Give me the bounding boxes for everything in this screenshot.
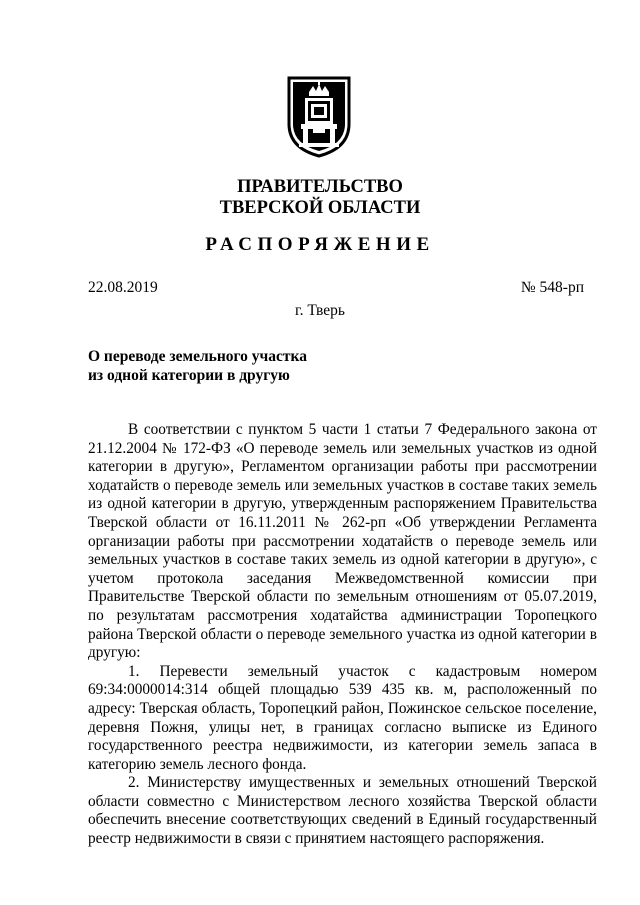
intro-paragraph: В соответствии с пунктом 5 части 1 статьи 7 Федерального закона от 21.12.2004 № 172-ФЗ «О переводе земель или земельных участков из одной категории в другую», Регламентом организации работы при рассмотрении ходатайств о переводе земель или земельных участков в составе таких земель из одной категории в другую, утвержденным распоряжением Правительства Тверской области от 16.11.2011 № 262-рп «Об утверждении Регламента организации работы при рассмотрении ходатайств о переводе земель или земельных участков в составе таких земель из одной категории в другую», с учетом протокола заседания Межведомственной комиссии при Правительстве Тверской области по земельным отношениям от 05.07.2019, по результатам рассмотрения ходатайства администрации Торопецкого района Тверской области о переводе земельного участка из одной категории в другую: (88, 421, 597, 662)
document-date: 22.08.2019 (88, 279, 158, 296)
item-2-paragraph: 2. Министерству имущественных и земельных отношений Тверской области совместно с Министерством лесного хозяйства Тверской области обеспечить внесение соответствующих сведений в Единый государственный реестр недвижимости в связи с принятием настоящего распоряжения. (88, 774, 597, 848)
document-body (88, 421, 597, 849)
org-name-line2: ТВЕРСКОЙ ОБЛАСТИ (219, 198, 421, 218)
subject-line1: О переводе земельного участка (88, 348, 307, 365)
document-city: г. Тверь (295, 302, 345, 319)
document-subject (88, 347, 388, 385)
org-name-line1: ПРАВИТЕЛЬСТВО (237, 177, 403, 197)
tver-coat-of-arms-icon (283, 72, 355, 160)
item-1-paragraph: 1. Перевести земельный участок с кадастровым номером 69:34:0000014:314 общей площадью 539 435 кв. м, расположенный по адресу: Тверская область, Торопецкий район, Пожинское сельское поселение, деревня Пожня, улицы нет, в границах согласно выписке из Единого государственного реестра недвижимости, из категории земель запаса в категорию земель лесного фонда. (88, 662, 597, 773)
document-number: № 548-рп (520, 279, 584, 296)
document-type: РАСПОРЯЖЕНИЕ (205, 234, 435, 255)
subject-line2: из одной категории в другую (88, 367, 290, 384)
